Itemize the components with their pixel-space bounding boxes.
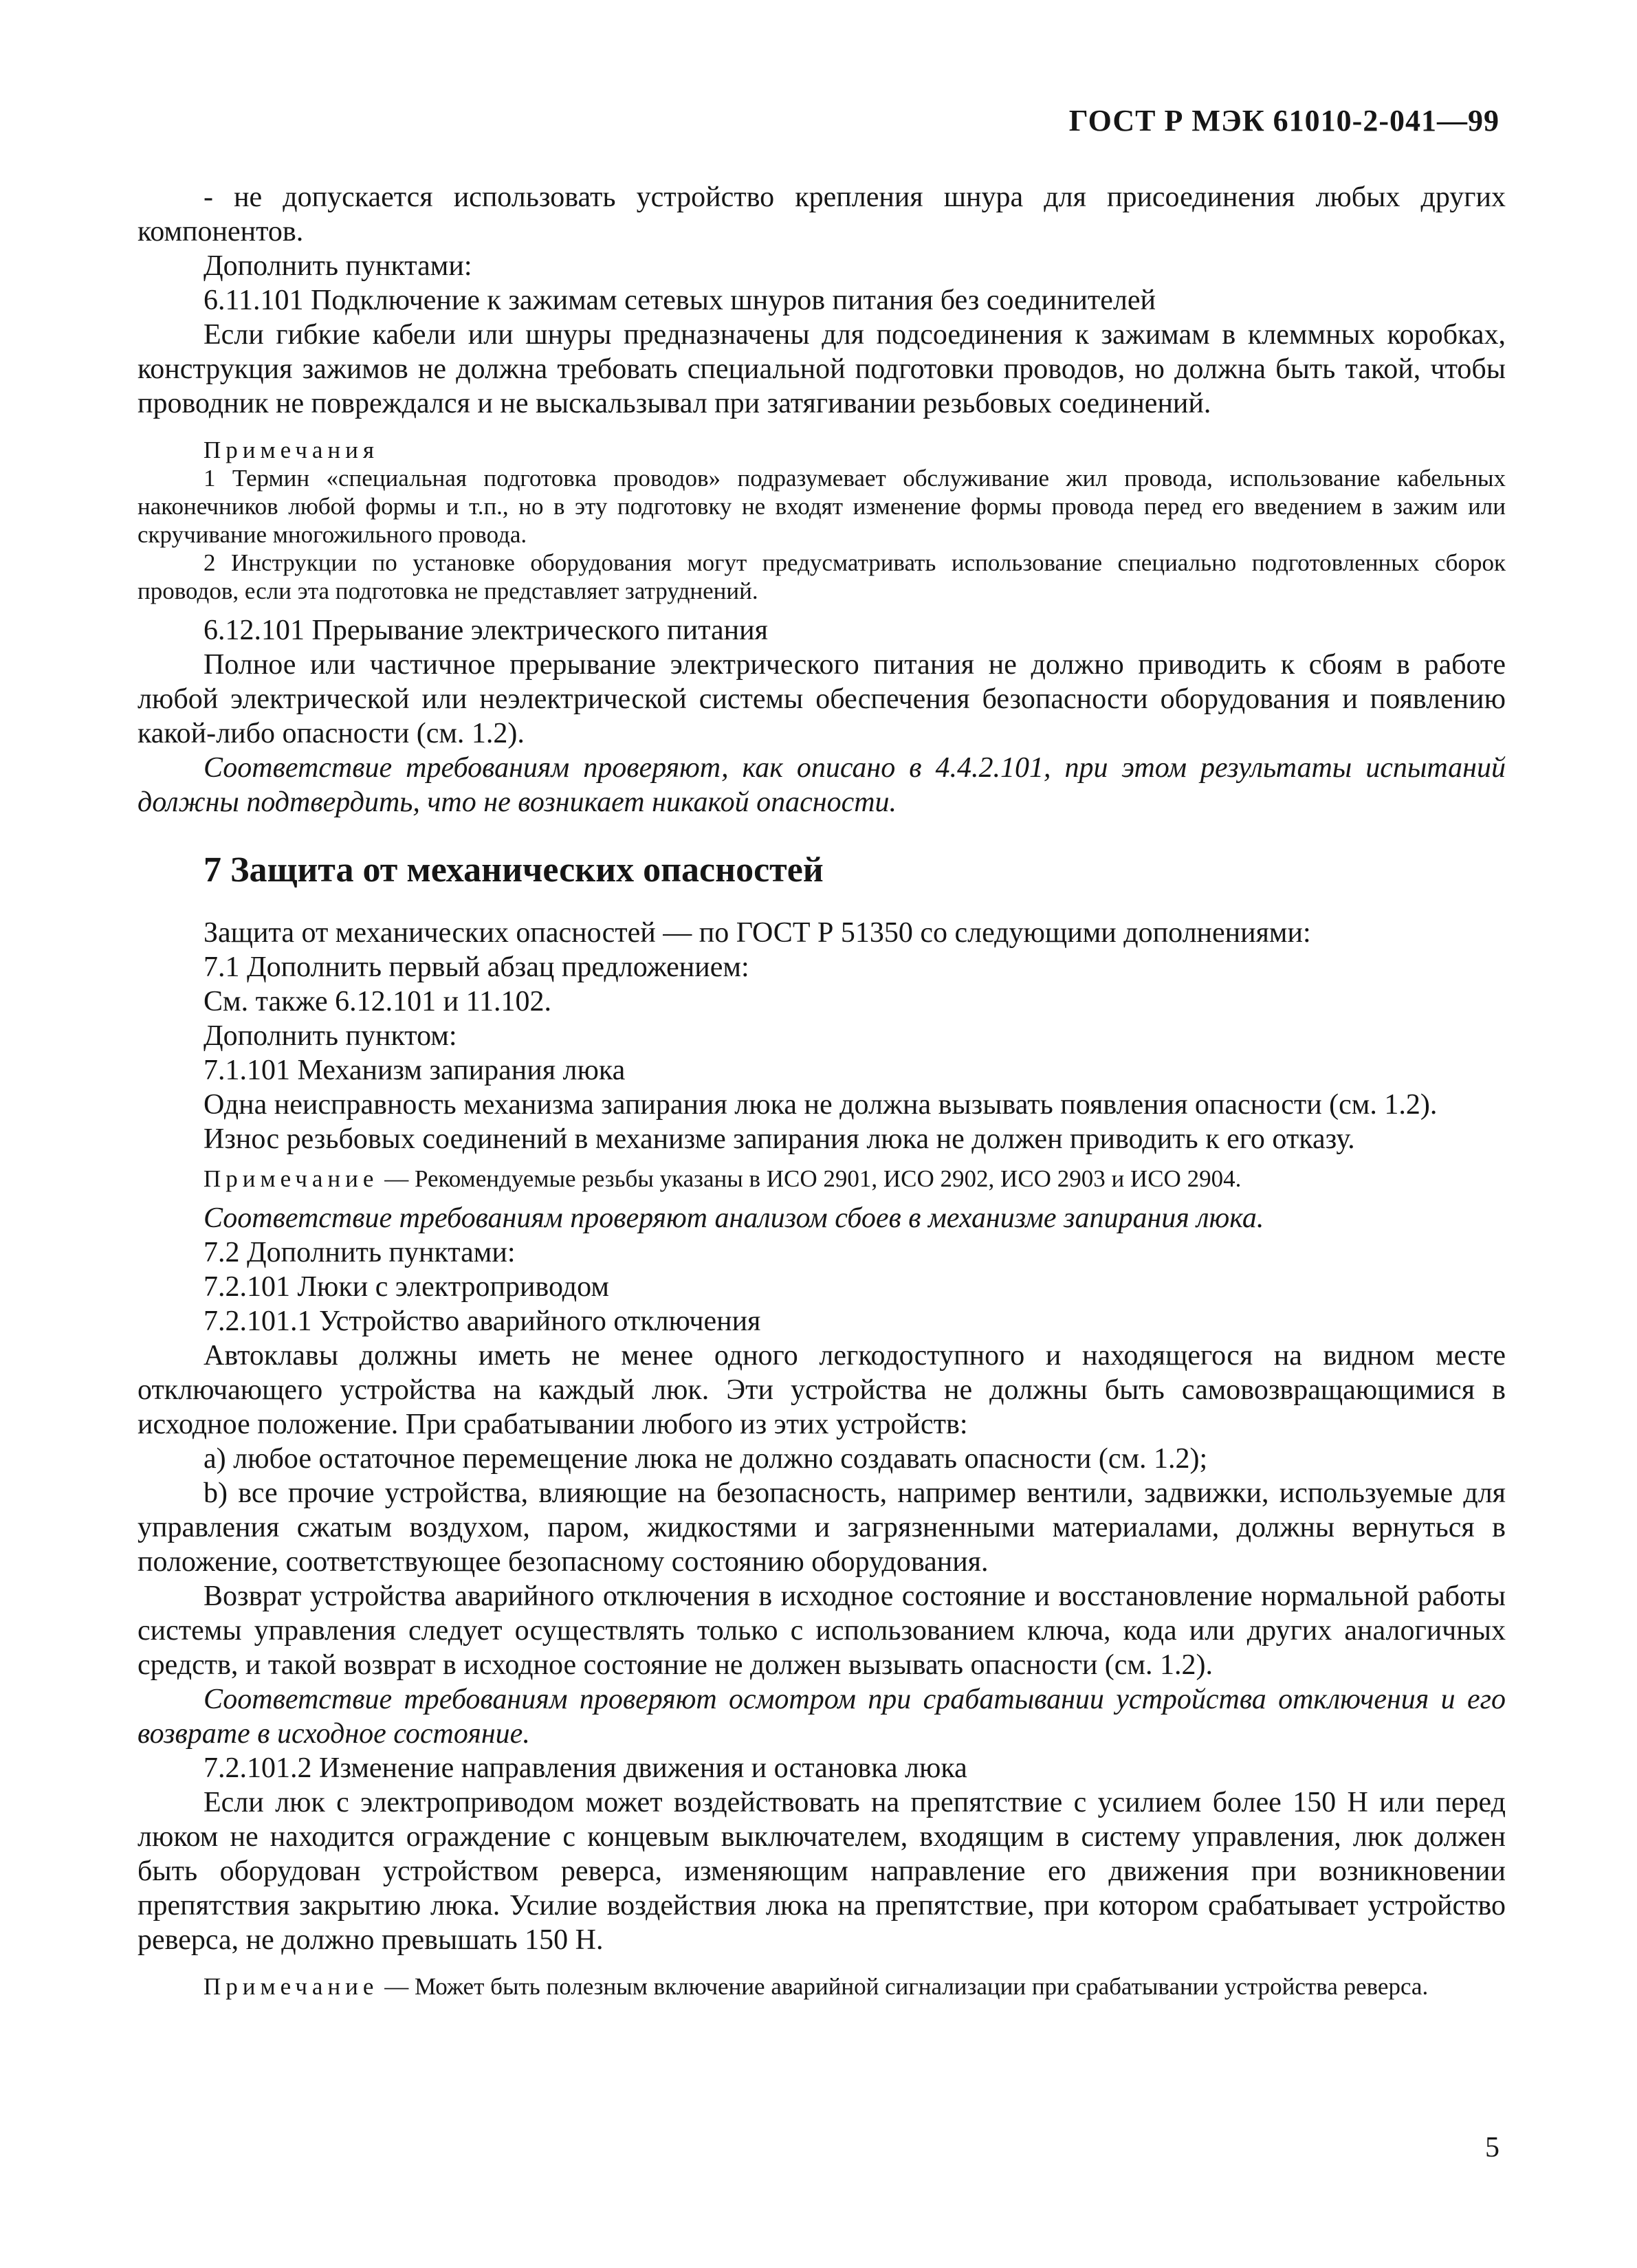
paragraph: 7.1 Дополнить первый абзац предложением: <box>204 951 749 983</box>
note-label: Примечание <box>204 1165 379 1192</box>
paragraph: Если люк с электроприводом может воздействовать на препятствие с усилием более 150 Н или перед люком не находится ограждение с концевым выключателем, входящим в систему управления, люк должен быть оборудован устройством реверса, изменяющим направление его движения при возникновении препятствия закрытию люка. Усилие воздействия люка на препятствие, при котором срабатывает устройство реверса, не должно превышать 150 Н. <box>138 1787 1506 1956</box>
clause-heading-7-1-101: 7.1.101 Механизм запирания люка <box>204 1055 626 1086</box>
page-number: 5 <box>1485 2132 1499 2164</box>
document-code-header: ГОСТ Р МЭК 61010-2-041—99 <box>1068 104 1499 137</box>
clause-heading-7-2-101: 7.2.101 Люки с электроприводом <box>204 1271 609 1303</box>
compliance-check: Соответствие требованиям проверяют осмотром при срабатывании устройства отключения и его возврате в исходное состояние. <box>138 1684 1506 1750</box>
note-item: 1 Термин «специальная подготовка проводов» подразумевает обслуживание жил провода, использование кабельных наконечников любой формы и т.п., но в эту подготовку не входят изменение формы провода перед его введением в зажим или скручивание многожильного провода. <box>138 465 1506 548</box>
paragraph: См. также 6.12.101 и 11.102. <box>204 986 552 1017</box>
paragraph: Износ резьбовых соединений в механизме запирания люка не должен приводить к его отказу. <box>204 1123 1355 1155</box>
paragraph: Защита от механических опасностей — по ГОСТ Р 51350 со следующими дополнениями: <box>204 917 1311 949</box>
note-label: Примечание <box>204 1973 379 2000</box>
note-line <box>138 1165 1506 1193</box>
section-heading-7: 7 Защита от механических опасностей <box>204 850 824 890</box>
note-text: — Может быть полезным включение аварийной сигнализации при срабатывании устройства реверса. <box>378 1973 1429 2000</box>
paragraph: Если гибкие кабели или шнуры предназначены для подсоединения к зажимам в клеммных коробках, конструкция зажимов не должна требовать специальной подготовки проводов, но должна быть такой, чтобы проводник не повреждался и не выскальзывал при затягивании резьбовых соединений. <box>138 319 1506 419</box>
paragraph: Автоклавы должны иметь не менее одного легкодоступного и находящегося на видном месте отключающего устройства на каждый люк. Эти устройства не должны быть самовозвращающимися в исходное положение. При срабатывании любого из этих устройств: <box>138 1340 1506 1440</box>
paragraph: Возврат устройства аварийного отключения в исходное состояние и восстановление нормальной работы системы управления следует осуществлять только с использованием ключа, кода или других аналогичных средств, и такой возврат в исходное состояние не должен вызывать опасности (см. 1.2). <box>138 1581 1506 1681</box>
clause-heading-6-12-101: 6.12.101 Прерывание электрического питания <box>204 615 768 646</box>
note-item: 2 Инструкции по установке оборудования могут предусматривать использование специально подготовленных сборок проводов, если эта подготовка не представляет затруднений. <box>138 549 1506 604</box>
list-item-a: a) любое остаточное перемещение люка не должно создавать опасности (см. 1.2); <box>204 1443 1208 1475</box>
notes-block <box>138 436 1506 605</box>
note-line <box>138 1972 1506 2001</box>
clause-heading-6-11-101: 6.11.101 Подключение к зажимам сетевых шнуров питания без соединителей <box>204 285 1156 316</box>
paragraph: Дополнить пунктами: <box>204 250 472 282</box>
compliance-check: Соответствие требованиям проверяют анализом сбоев в механизме запирания люка. <box>204 1202 1264 1234</box>
notes-title: Примечания <box>204 437 380 463</box>
paragraph: Полное или частичное прерывание электрического питания не должно приводить к сбоям в работе любой электрической или неэлектрической системы обеспечения безопасности оборудования и появлению какой-либо опасности (см. 1.2). <box>138 649 1506 749</box>
list-item-b: b) все прочие устройства, влияющие на безопасность, например вентили, задвижки, используемые для управления сжатым воздухом, паром, жидкостями и загрязненными материалами, должны вернуться в положение, соответствующее безопасному состоянию оборудования. <box>138 1477 1506 1578</box>
clause-heading-7-2-101-1: 7.2.101.1 Устройство аварийного отключения <box>204 1306 761 1337</box>
compliance-check: Соответствие требованиям проверяют, как описано в 4.4.2.101, при этом результаты испытаний должны подтвердить, что не возникает никакой опасности. <box>138 752 1506 818</box>
paragraph: - не допускается использовать устройство крепления шнура для присоединения любых других компонентов. <box>138 181 1506 247</box>
paragraph: Одна неисправность механизма запирания люка не должна вызывать появления опасности (см. 1.2). <box>204 1089 1438 1121</box>
clause-heading-7-2-101-2: 7.2.101.2 Изменение направления движения и остановка люка <box>204 1752 967 1784</box>
paragraph: Дополнить пунктом: <box>204 1020 457 1052</box>
paragraph: 7.2 Дополнить пунктами: <box>204 1237 516 1268</box>
note-text: — Рекомендуемые резьбы указаны в ИСО 2901, ИСО 2902, ИСО 2903 и ИСО 2904. <box>378 1165 1242 1192</box>
document-body <box>138 180 1506 2001</box>
